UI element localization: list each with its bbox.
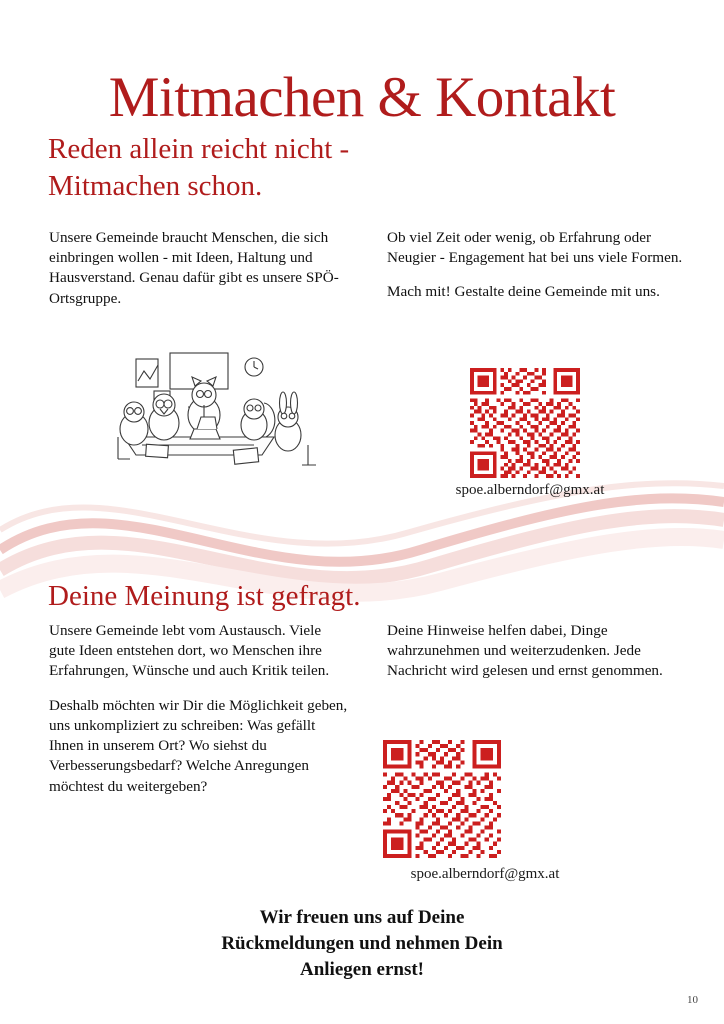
section-one-heading-line-1: Reden allein reicht nicht - (48, 133, 350, 165)
qr-caption-bottom: spoe.alberndorf@gmx.at (410, 866, 560, 882)
paragraph: Unsere Gemeinde braucht Menschen, die sich einbringen wollen - mit Ideen, Haltung und Hausverstand. Genau dafür gibt es unsere SPÖ-Ortsgruppe. (49, 229, 339, 307)
paragraph: Deshalb möchten wir Dir die Möglichkeit geben, uns unkompliziert zu schreiben: Was gefällt Ihnen in unserem Ort? Wo siehst du Verbesserungsbedarf? Welche Anregungen möchtest du weitergeben? (49, 696, 348, 795)
closing-line-1: Wir freuen uns auf Deine (259, 907, 465, 928)
section-two-heading-text: Deine Meinung ist gefragt. (48, 580, 361, 612)
closing-line-3: Anliegen ernst! (299, 959, 424, 981)
paragraph: Ob viel Zeit oder wenig, ob Erfahrung oder Neugier - Engagement hat bei uns viele Formen. (387, 229, 683, 267)
paragraph: Deine Hinweise helfen dabei, Dinge wahrzunehmen und weiterzudenken. Jede Nachricht wird gelesen und ernst genommen. (387, 622, 663, 680)
section-one-left-column (49, 228, 349, 323)
closing-statement (0, 905, 724, 984)
section-two-right-column (387, 621, 682, 696)
paragraph: Unsere Gemeinde lebt vom Austausch. Viele gute Ideen entstehen dort, wo Menschen ihre Erfahrungen, Wünsche und auch Kritik teilen. (49, 622, 330, 680)
page-title: Mitmachen & Kontakt (108, 66, 616, 130)
qr-code-email-bottom[interactable] (383, 740, 501, 858)
section-one-heading (48, 131, 608, 205)
qr-caption-top: spoe.alberndorf@gmx.at (455, 482, 605, 498)
section-two-heading (48, 578, 648, 615)
section-two-left-column (49, 621, 349, 811)
meeting-illustration (58, 345, 348, 475)
qr-code-email-top[interactable] (470, 368, 580, 478)
section-one-heading-line-2: Mitmachen schon. (48, 170, 263, 203)
paragraph: Mach mit! Gestalte deine Gemeinde mit uns. (387, 283, 660, 301)
section-one-right-column (387, 228, 687, 317)
closing-line-2: Rückmeldungen und nehmen Dein (221, 933, 503, 955)
page-number: 10 (687, 994, 698, 1006)
